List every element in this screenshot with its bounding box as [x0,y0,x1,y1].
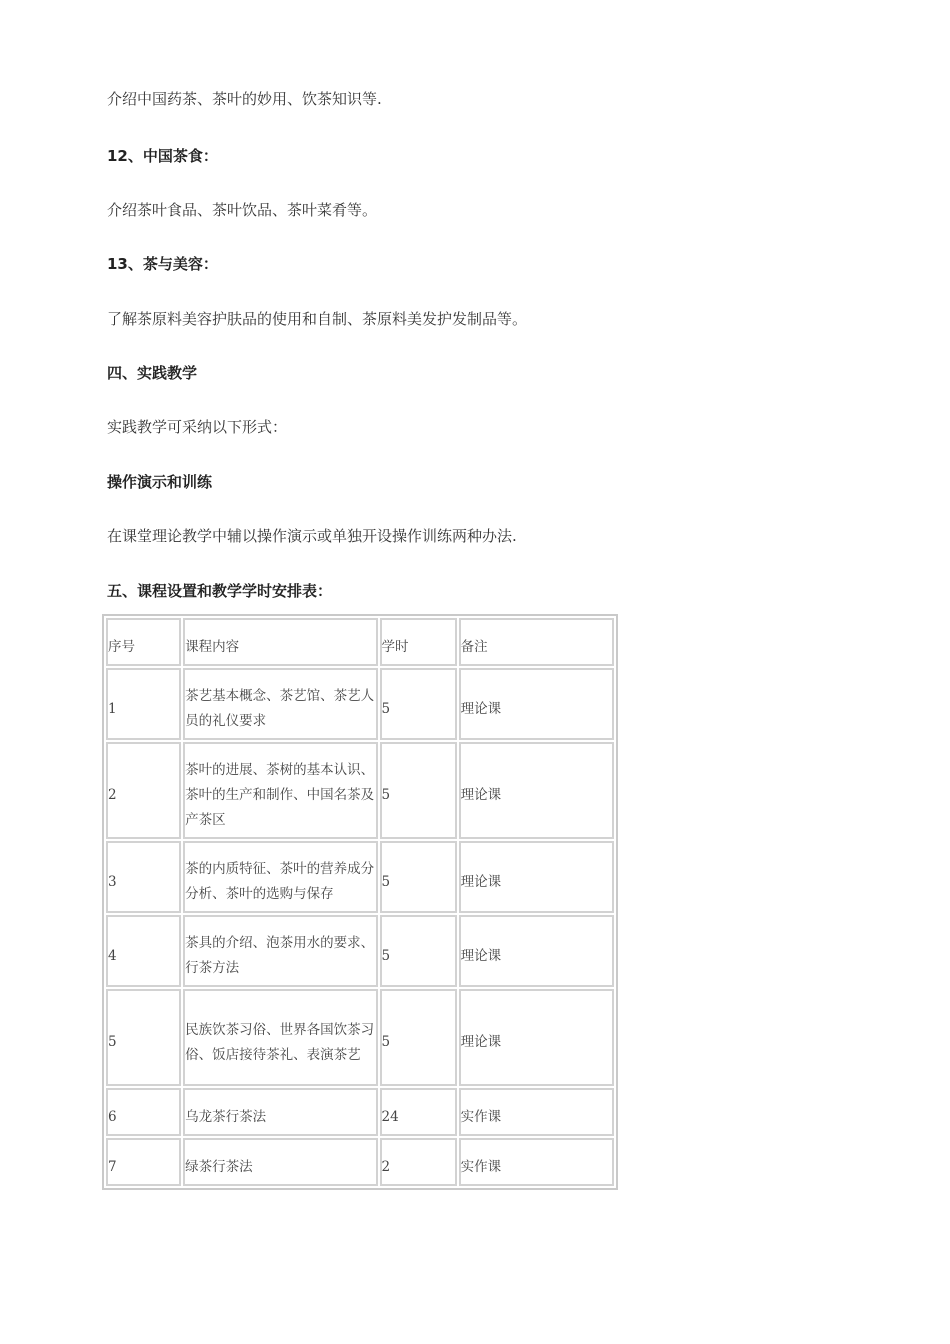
cell-content: 绿茶行茶法 [183,1138,377,1186]
cell-hours: 5 [380,989,457,1086]
paragraph-tea-food: 介绍茶叶食品、茶叶饮品、茶叶菜肴等。 [107,201,378,219]
cell-content: 乌龙茶行茶法 [183,1088,377,1136]
cell-content: 茶的内质特征、茶叶的营养成分分析、茶叶的选购与保存 [183,841,377,913]
table-row [106,668,614,740]
cell-hours: 5 [380,841,457,913]
paragraph-tea-medicine: 介绍中国药茶、茶叶的妙用、饮茶知识等. [107,90,382,108]
cell-content: 民族饮茶习俗、世界各国饮茶习俗、饭店接待茶礼、表演茶艺 [183,989,377,1086]
cell-hours: 2 [380,1138,457,1186]
table-row [106,915,614,987]
table-row [106,742,614,839]
cell-hours: 5 [380,742,457,839]
header-cell-note: 备注 [459,618,614,666]
table-row [106,841,614,913]
cell-note: 理论课 [459,841,614,913]
cell-number: 3 [106,841,181,913]
cell-note: 理论课 [459,742,614,839]
cell-number: 1 [106,668,181,740]
heading-tea-beauty: 13、茶与美容： [107,255,218,273]
heading-chinese-tea-food: 12、中国茶食： [107,147,218,165]
cell-hours: 24 [380,1088,457,1136]
table-row [106,1138,614,1186]
cell-note: 实作课 [459,1088,614,1136]
paragraph-operation-demo: 在课堂理论教学中辅以操作演示或单独开设操作训练两种办法. [107,527,517,545]
cell-note: 理论课 [459,989,614,1086]
cell-content: 茶叶的进展、茶树的基本认识、茶叶的生产和制作、中国名茶及产茶区 [183,742,377,839]
cell-content: 茶艺基本概念、茶艺馆、茶艺人员的礼仪要求 [183,668,377,740]
cell-hours: 5 [380,668,457,740]
heading-course-schedule: 五、课程设置和教学学时安排表： [107,582,333,600]
cell-hours: 5 [380,915,457,987]
table-header-row [106,618,614,666]
cell-number: 7 [106,1138,181,1186]
table-row [106,1088,614,1136]
header-cell-content: 课程内容 [183,618,377,666]
cell-note: 实作课 [459,1138,614,1186]
cell-number: 5 [106,989,181,1086]
cell-number: 2 [106,742,181,839]
header-cell-hours: 学时 [380,618,457,666]
table-row [106,989,614,1086]
cell-number: 6 [106,1088,181,1136]
cell-note: 理论课 [459,668,614,740]
course-schedule-table [102,614,618,1190]
heading-practice-teaching: 四、实践教学 [107,364,198,382]
cell-note: 理论课 [459,915,614,987]
paragraph-tea-beauty: 了解茶原料美容护肤品的使用和自制、茶原料美发护发制品等。 [107,310,528,328]
cell-number: 4 [106,915,181,987]
cell-content: 茶具的介绍、泡茶用水的要求、行茶方法 [183,915,377,987]
header-cell-number: 序号 [106,618,181,666]
paragraph-practice-forms: 实践教学可采纳以下形式： [107,418,288,436]
heading-operation-demo: 操作演示和训练 [107,473,213,491]
